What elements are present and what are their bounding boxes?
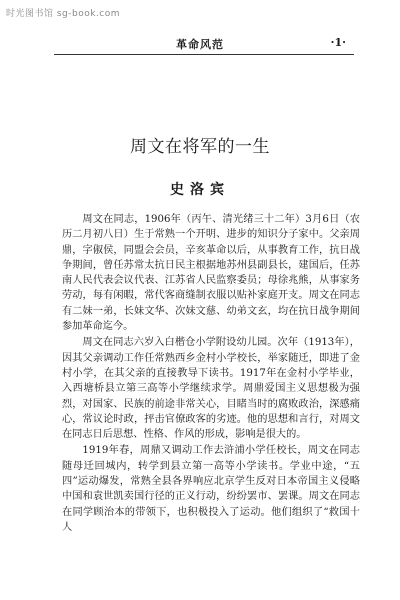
- author-name: 史洛宾: [170, 182, 230, 198]
- page-header: [0, 36, 400, 50]
- chapter-title: 周文在将军的一生: [130, 137, 270, 157]
- paragraph: 周文在同志，1906年（丙午、清光绪三十二年）3月6日（农历二月初八日）生于常熟一个开明、进步的知识分子家中。父亲周鼎，字俶侯，同盟会会员，辛亥革命以后，从事教育工作，抗日战争期间，曾任苏常太抗日民主根据地苏州县副县长，建国后，任苏南人民代表会议代表、江苏省人民监察委员；母徐兆熊，从事家务劳动，每有闲暇，常代客商缝制衣服以贴补家庭开支。周文在同志有二妹一弟，长妹文华、次妹文慈、幼弟文玄，均在抗日战争期间参加革命迄今。: [62, 214, 360, 333]
- header-divider: [54, 54, 354, 55]
- paragraph: 周文在同志六岁入白楷仓小学附设幼儿园。次年（1913年），因其父亲调动工作任常熟西乡金村小学校长，举家随迁，即进了金村小学，在其父亲的直接教导下读书。1917年在金村小学毕业，入西塘桥县立第三高等小学继续求学。周鼎爱国主义思想极为强烈，对国家、民族的前途非常关心，目睹当时的腐败政治，深感痛心，常议论时政，抨击官僚政客的劣迹。他的思想和言行，对周文在同志日后思想、性格、作风的形成，影响是很大的。: [62, 337, 360, 441]
- body-text: [62, 212, 360, 536]
- paragraph: 1919年春，周鼎又调动工作去浒浦小学任校长，周文在同志随母迁回城内，转学到县立第一高等小学读书。学业中途，“五四”运动爆发，常熟全县各界响应北京学生反对日本帝国主义侵略中国和袁世凯卖国行径的正义行动，纷纷罢市、罢课。周文在同志在同学顾治本的带领下，也积极投入了运动。他们组织了“救国十人: [62, 445, 360, 533]
- watermark: 时光图书馆 sg-book.com: [6, 9, 121, 19]
- running-header-title: 革命风范: [176, 38, 224, 51]
- page-number: ·1·: [330, 36, 346, 49]
